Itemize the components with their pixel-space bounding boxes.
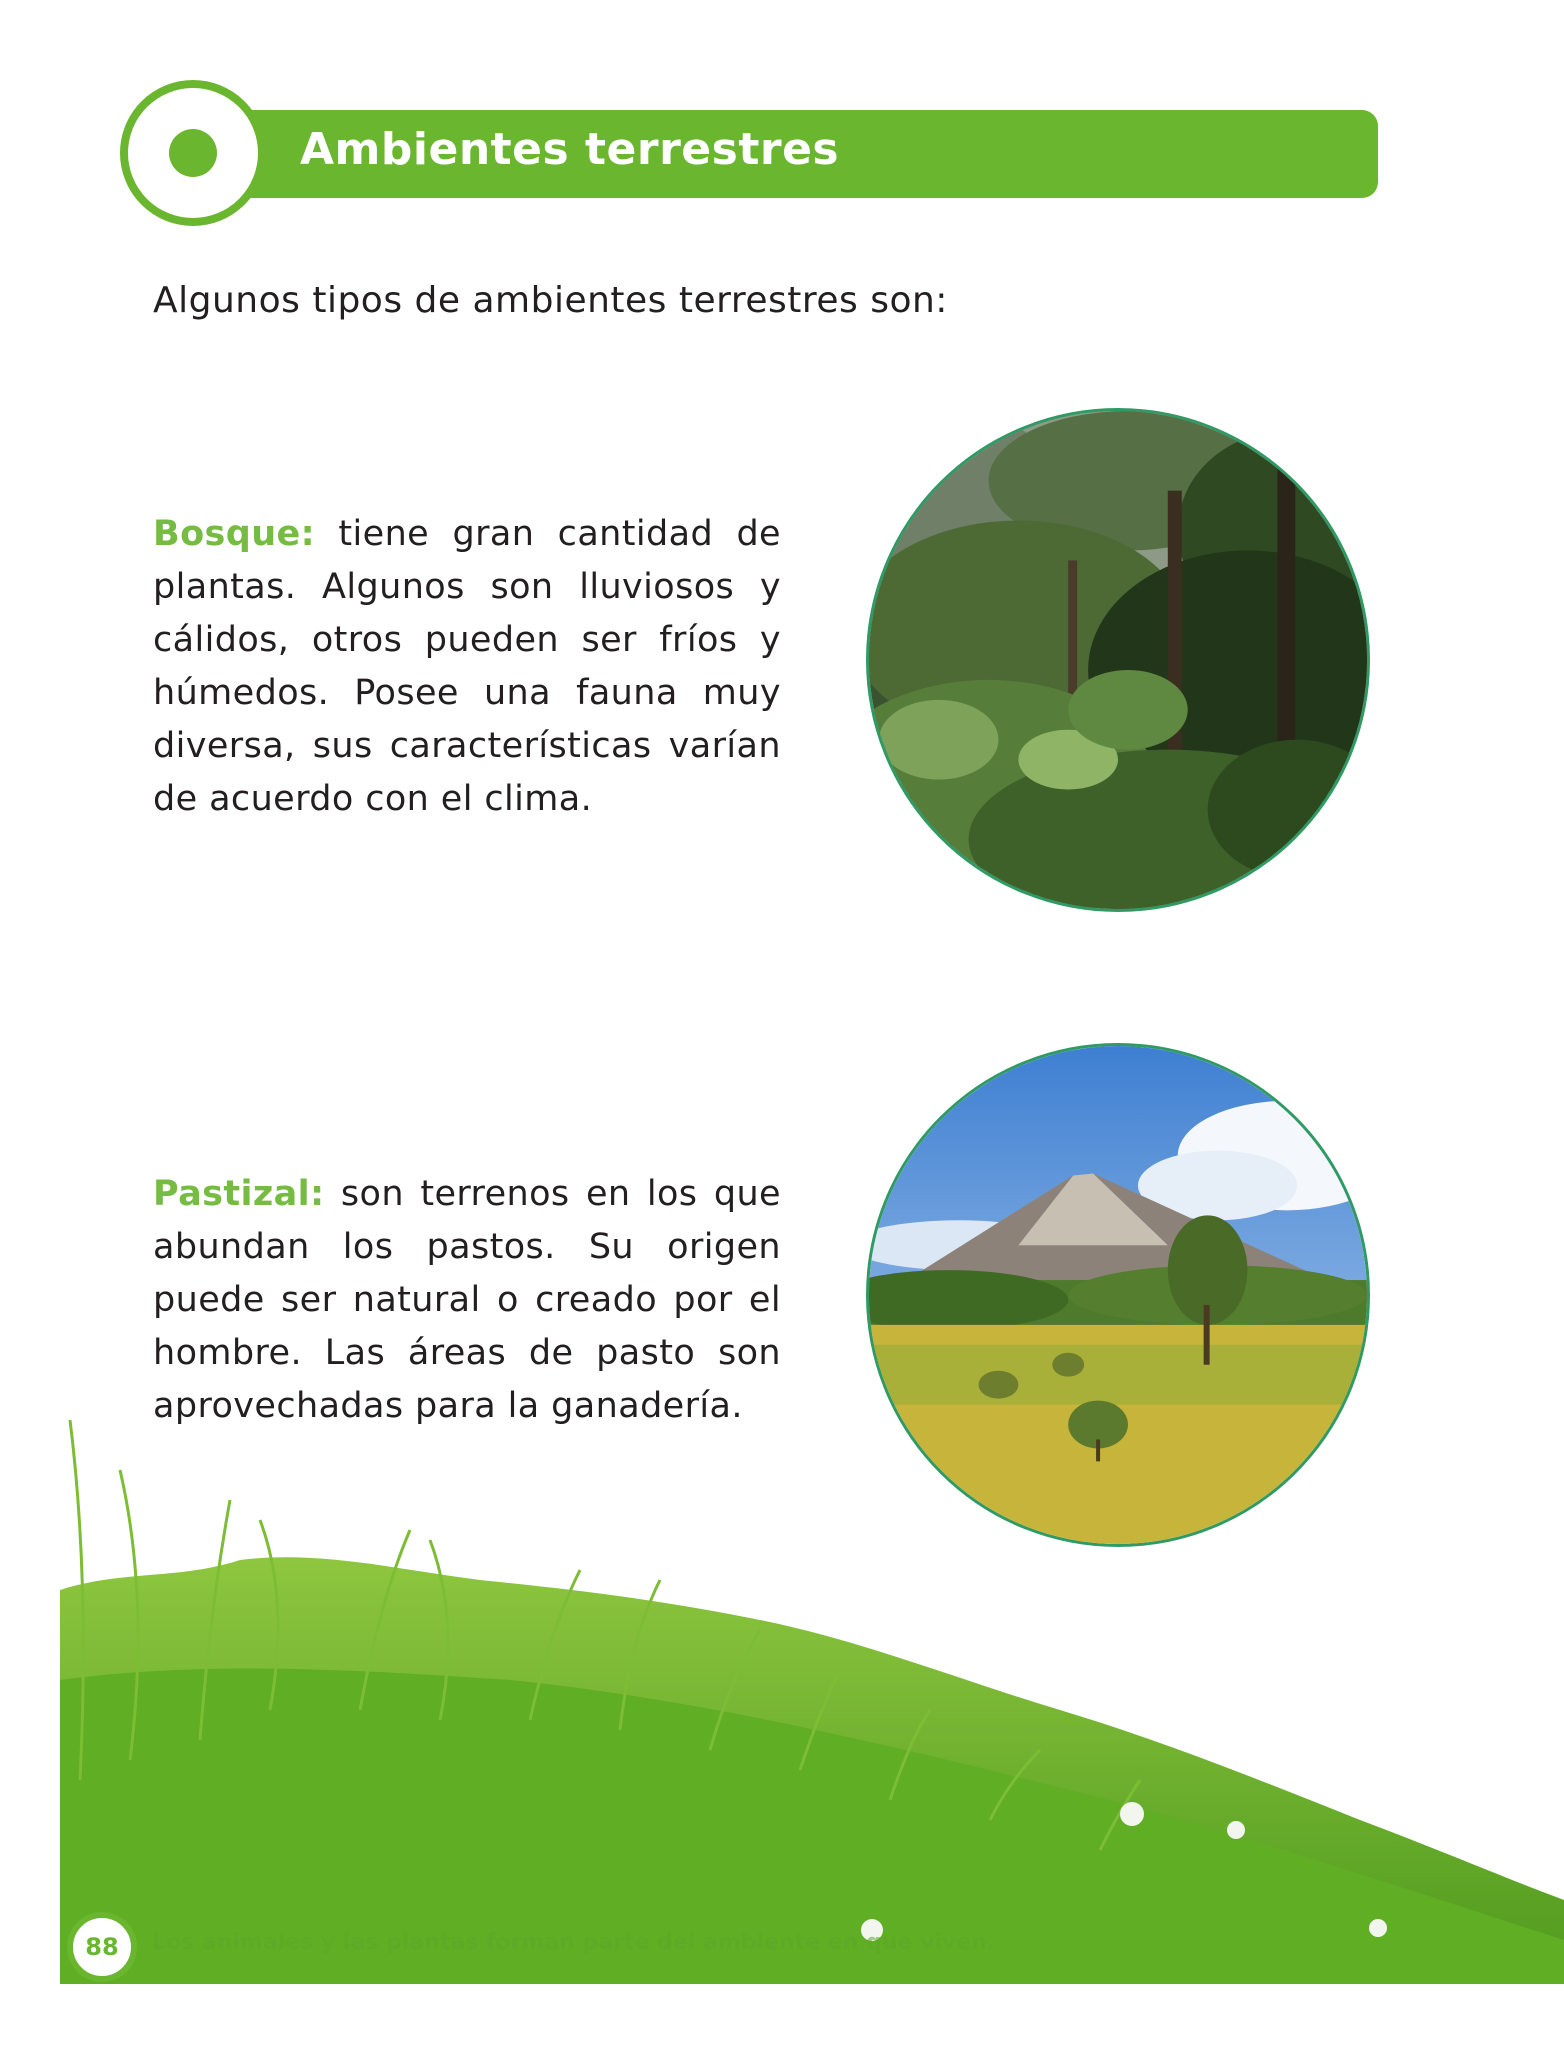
forest-photo [866, 408, 1370, 912]
forest-description: tiene gran cantidad de plantas. Algunos son lluviosos y cálidos, otros pueden ser fríos y húmedos. Posee una fauna muy diversa, sus características varían de acuerdo con el clima. [153, 514, 781, 819]
page-title: Ambientes terrestres [300, 124, 840, 175]
grassland-description: son terrenos en los que abundan los pastos. Su origen puede ser natural o creado por el hombre. Las áreas de pasto son aprovechadas para la ganadería. [153, 1174, 781, 1426]
forest-term: Bosque: [153, 514, 316, 554]
intro-text: Algunos tipos de ambientes terrestres son: [153, 280, 948, 321]
page-number: 88 [67, 1912, 137, 1982]
forest-paragraph [153, 508, 781, 826]
section-header-bullet-icon [120, 80, 266, 226]
grass-decoration [60, 1380, 1564, 1984]
grassland-term: Pastizal: [153, 1174, 325, 1214]
bullet-dot [169, 129, 217, 177]
footer-text: Los animales y las plantas forman parte del ambiente en que viven. [152, 1930, 996, 1955]
page-bottom-margin [0, 1984, 1564, 2048]
